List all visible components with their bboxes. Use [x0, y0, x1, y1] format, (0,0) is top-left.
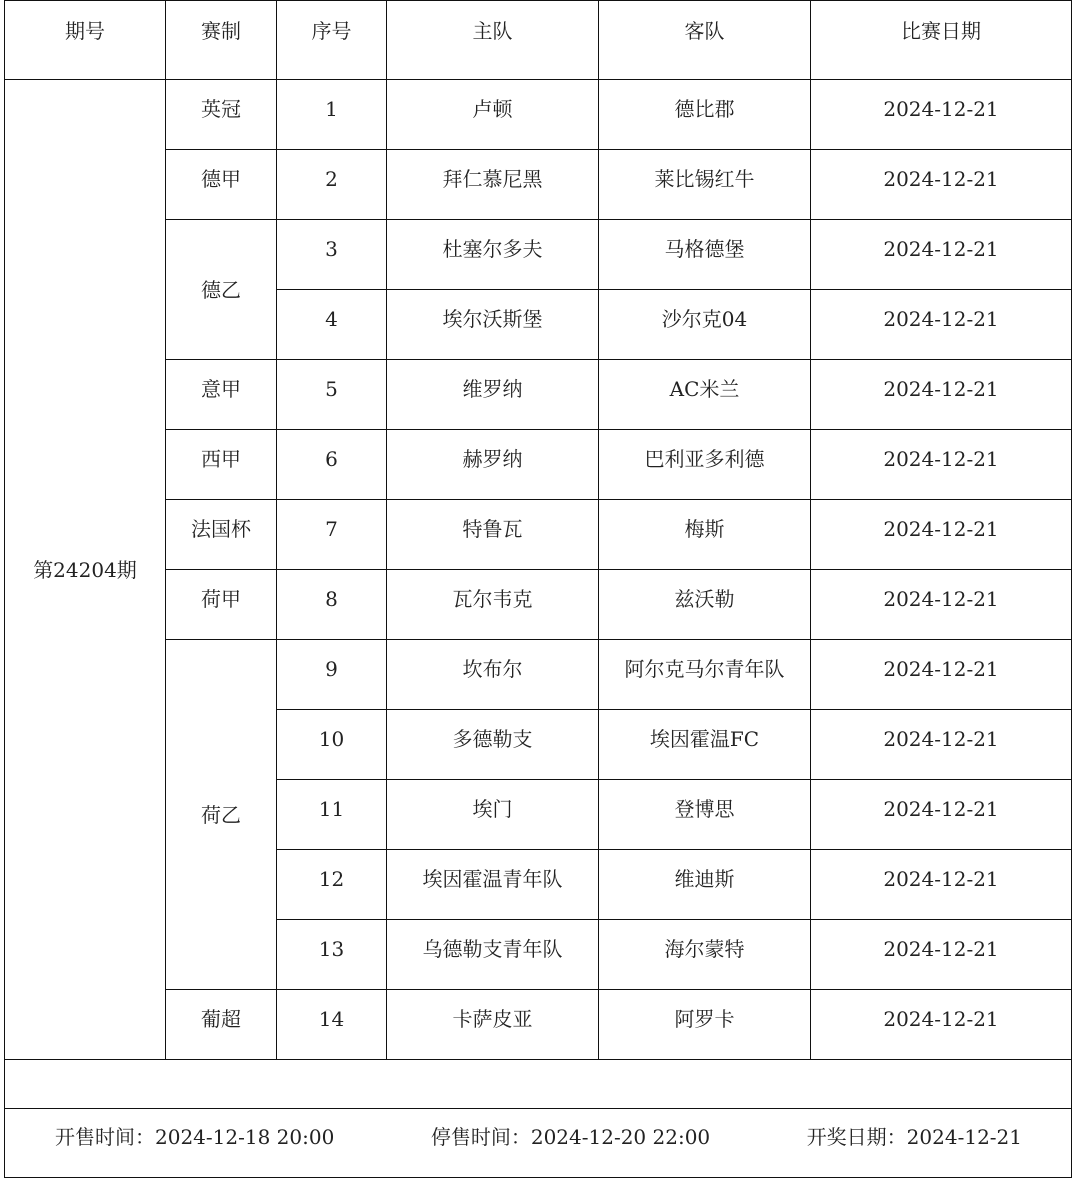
- league-cell: 法国杯: [166, 500, 277, 570]
- away-team: AC米兰: [599, 360, 811, 430]
- header-row: [5, 1, 1072, 80]
- league-cell: 意甲: [166, 360, 277, 430]
- match-row: [5, 990, 1072, 1060]
- match-index: 8: [277, 570, 387, 640]
- match-index: 12: [277, 850, 387, 920]
- spacer-row: [5, 1060, 1072, 1109]
- period-cell: 第24204期: [5, 80, 166, 1060]
- match-date: 2024-12-21: [811, 430, 1072, 500]
- match-index: 7: [277, 500, 387, 570]
- match-index: 10: [277, 710, 387, 780]
- match-date: 2024-12-21: [811, 80, 1072, 150]
- away-team: 梅斯: [599, 500, 811, 570]
- away-team: 莱比锡红牛: [599, 150, 811, 220]
- home-team: 埃门: [387, 780, 599, 850]
- home-team: 卡萨皮亚: [387, 990, 599, 1060]
- home-team: 特鲁瓦: [387, 500, 599, 570]
- sale-stop-time: 停售时间：2024-12-20 22:00: [430, 1125, 711, 1149]
- match-date: 2024-12-21: [811, 990, 1072, 1060]
- home-team: 瓦尔韦克: [387, 570, 599, 640]
- away-team: 登博思: [599, 780, 811, 850]
- match-index: 4: [277, 290, 387, 360]
- match-index: 11: [277, 780, 387, 850]
- header-away-team: 客队: [599, 1, 811, 80]
- league-cell: 荷乙: [166, 640, 277, 990]
- match-row: [5, 220, 1072, 290]
- match-date: 2024-12-21: [811, 220, 1072, 290]
- match-row: [5, 640, 1072, 710]
- match-date: 2024-12-21: [811, 920, 1072, 990]
- away-team: 沙尔克04: [599, 290, 811, 360]
- match-index: 9: [277, 640, 387, 710]
- away-team: 维迪斯: [599, 850, 811, 920]
- away-team: 兹沃勒: [599, 570, 811, 640]
- match-row: [5, 430, 1072, 500]
- home-team: 埃因霍温青年队: [387, 850, 599, 920]
- header-league: 赛制: [166, 1, 277, 80]
- sale-start-time: 开售时间：2024-12-18 20:00: [55, 1125, 335, 1149]
- lottery-schedule-table: [4, 0, 1072, 1178]
- header-index: 序号: [277, 1, 387, 80]
- match-date: 2024-12-21: [811, 640, 1072, 710]
- match-date: 2024-12-21: [811, 150, 1072, 220]
- match-date: 2024-12-21: [811, 500, 1072, 570]
- home-team: 杜塞尔多夫: [387, 220, 599, 290]
- away-team: 阿尔克马尔青年队: [599, 640, 811, 710]
- match-index: 3: [277, 220, 387, 290]
- match-date: 2024-12-21: [811, 780, 1072, 850]
- match-index: 5: [277, 360, 387, 430]
- match-index: 13: [277, 920, 387, 990]
- match-date: 2024-12-21: [811, 290, 1072, 360]
- match-row: [5, 500, 1072, 570]
- match-index: 1: [277, 80, 387, 150]
- match-index: 2: [277, 150, 387, 220]
- header-match-date: 比赛日期: [811, 1, 1072, 80]
- league-cell: 德甲: [166, 150, 277, 220]
- home-team: 多德勒支: [387, 710, 599, 780]
- draw-date: 开奖日期：2024-12-21: [806, 1125, 1022, 1149]
- match-date: 2024-12-21: [811, 710, 1072, 780]
- home-team: 坎布尔: [387, 640, 599, 710]
- league-cell: 荷甲: [166, 570, 277, 640]
- match-row: [5, 80, 1072, 150]
- match-date: 2024-12-21: [811, 850, 1072, 920]
- away-team: 阿罗卡: [599, 990, 811, 1060]
- footer-row: [5, 1109, 1072, 1178]
- league-cell: 葡超: [166, 990, 277, 1060]
- league-cell: 德乙: [166, 220, 277, 360]
- home-team: 赫罗纳: [387, 430, 599, 500]
- sale-info: [5, 1127, 1071, 1147]
- away-team: 海尔蒙特: [599, 920, 811, 990]
- empty-cell: [5, 1060, 1072, 1109]
- league-cell: 西甲: [166, 430, 277, 500]
- footer-cell: [5, 1109, 1072, 1178]
- match-row: [5, 360, 1072, 430]
- home-team: 拜仁慕尼黑: [387, 150, 599, 220]
- match-date: 2024-12-21: [811, 570, 1072, 640]
- header-period: 期号: [5, 1, 166, 80]
- home-team: 乌德勒支青年队: [387, 920, 599, 990]
- home-team: 埃尔沃斯堡: [387, 290, 599, 360]
- match-row: [5, 150, 1072, 220]
- away-team: 德比郡: [599, 80, 811, 150]
- home-team: 维罗纳: [387, 360, 599, 430]
- home-team: 卢顿: [387, 80, 599, 150]
- match-date: 2024-12-21: [811, 360, 1072, 430]
- league-cell: 英冠: [166, 80, 277, 150]
- match-index: 14: [277, 990, 387, 1060]
- header-home-team: 主队: [387, 1, 599, 80]
- away-team: 巴利亚多利德: [599, 430, 811, 500]
- match-index: 6: [277, 430, 387, 500]
- away-team: 马格德堡: [599, 220, 811, 290]
- away-team: 埃因霍温FC: [599, 710, 811, 780]
- match-row: [5, 570, 1072, 640]
